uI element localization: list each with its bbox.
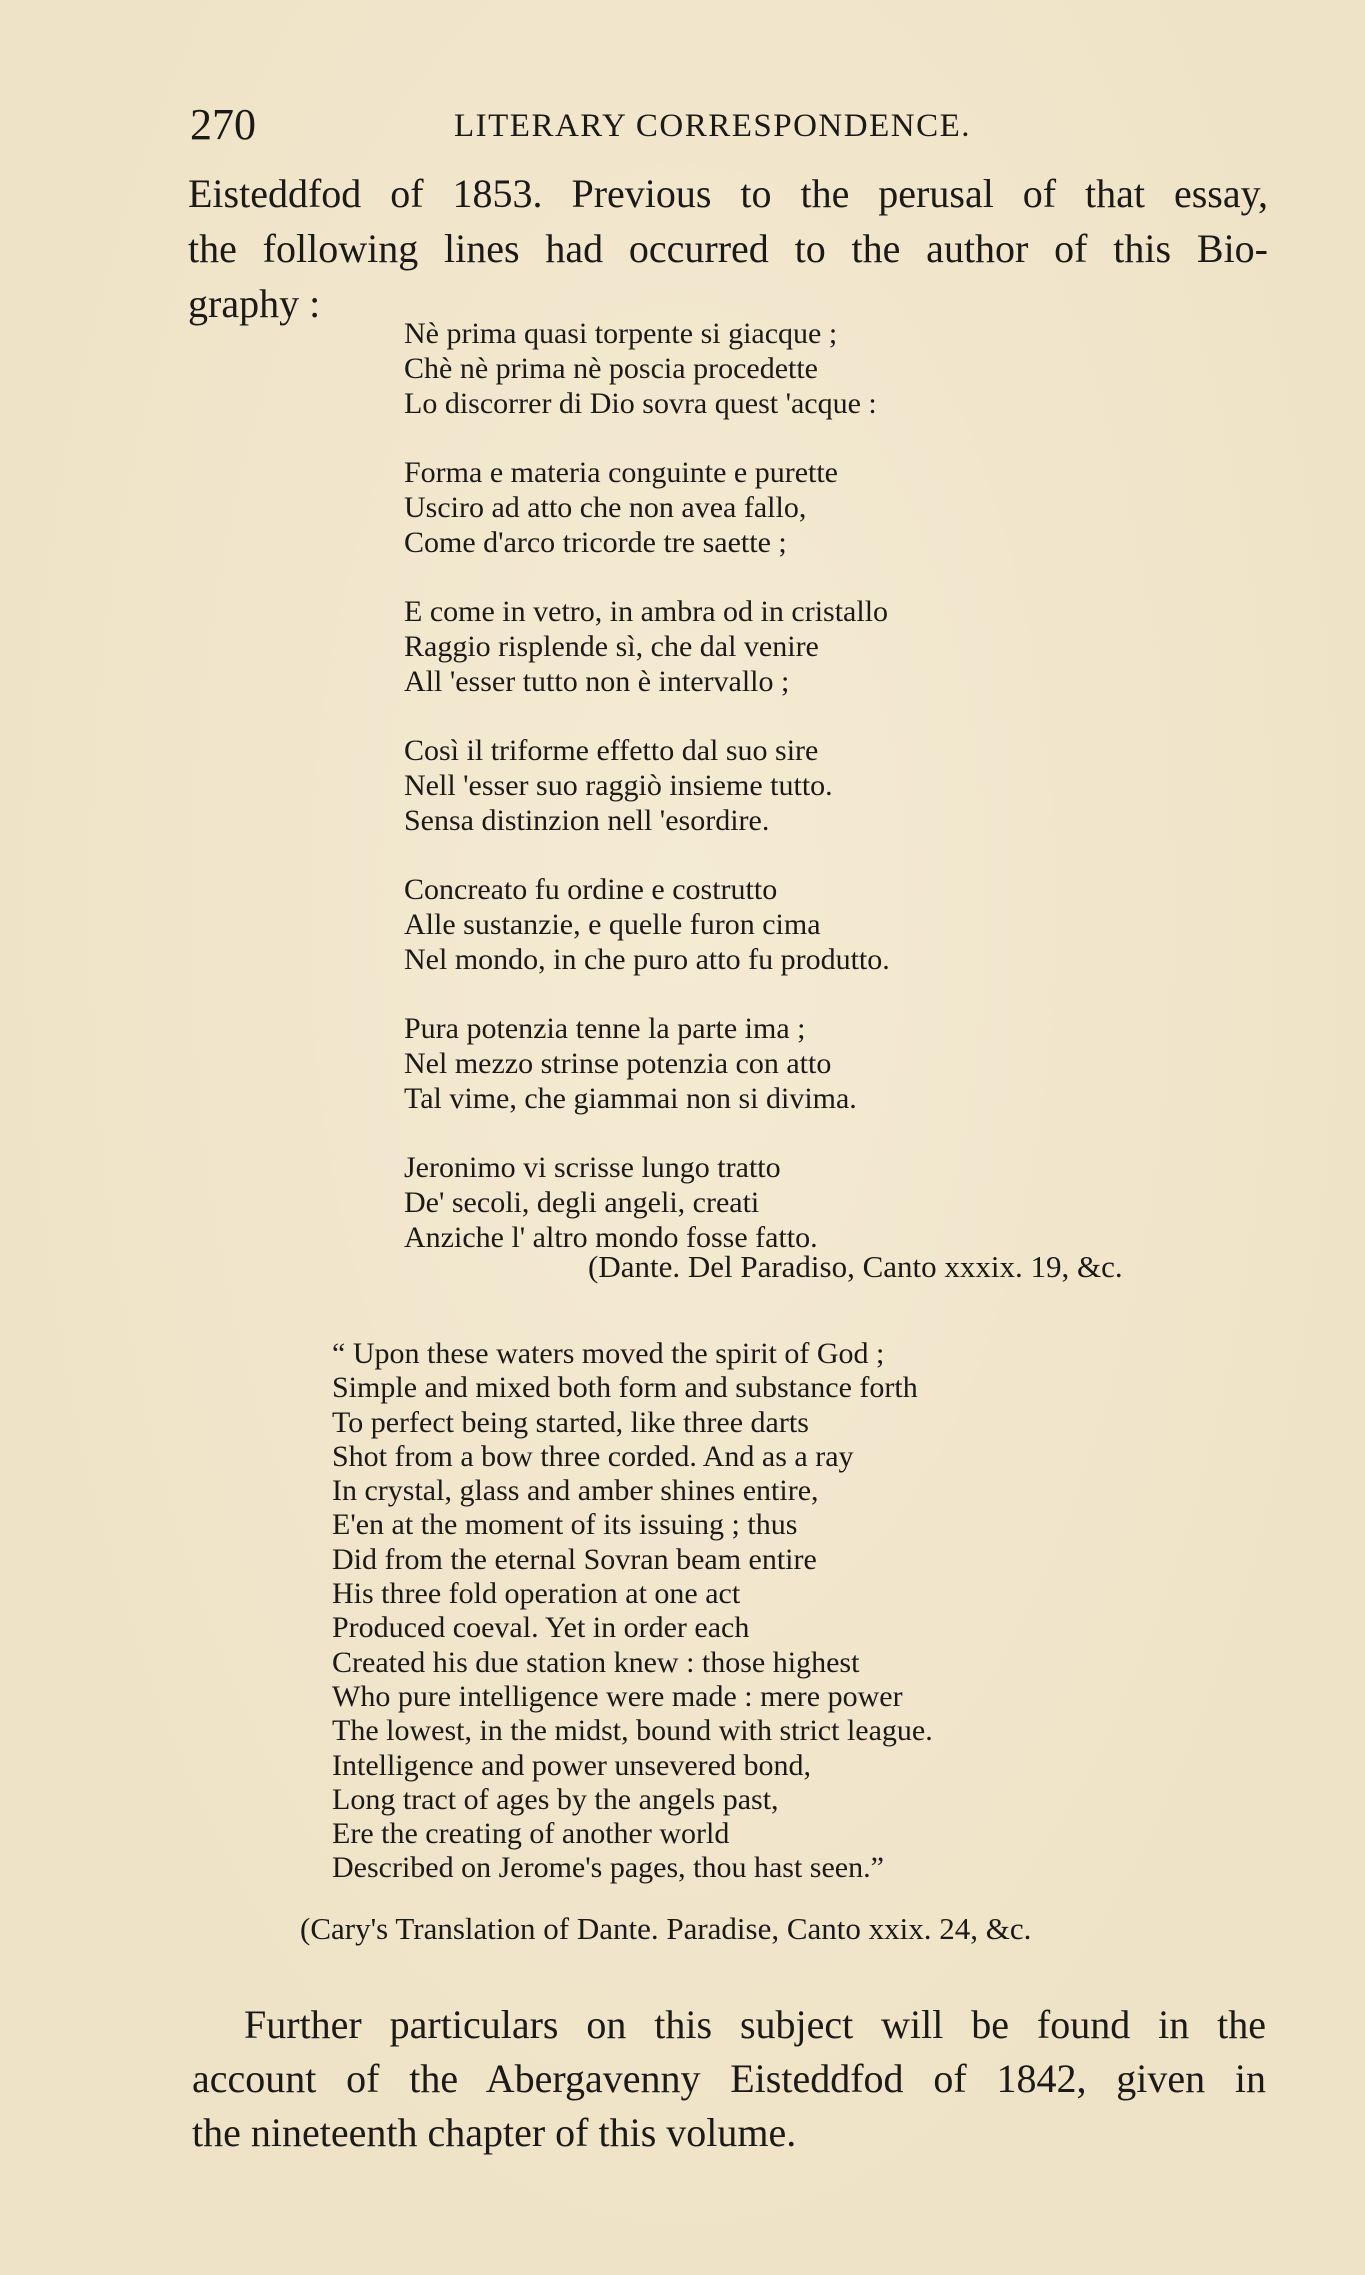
running-head: LITERARY CORRESPONDENCE. xyxy=(454,108,971,144)
translation-line: Intelligence and power unsevered bond, xyxy=(332,1748,811,1782)
translation-line: In crystal, glass and amber shines entire, xyxy=(332,1474,819,1508)
translation-line: Described on Jerome's pages, thou hast seen.” xyxy=(332,1851,884,1885)
poem-verse: Tal vime, che giammai non si divima. xyxy=(404,1082,857,1115)
poem-stanza xyxy=(404,733,1284,838)
poem-verse: Forma e materia conguinte e purette xyxy=(404,456,838,489)
translation-line: Created his due station knew : those highest xyxy=(332,1645,860,1679)
closing-paragraph xyxy=(192,1998,1266,2160)
poem-stanza xyxy=(404,316,1284,421)
closing-line: Further particulars on this subject will be found in the xyxy=(244,2002,1266,2047)
poem-verse: Raggio risplende sì, che dal venire xyxy=(404,630,819,663)
poem-verse: De' secoli, degli angeli, creati xyxy=(404,1186,760,1219)
page-header xyxy=(190,100,1250,150)
poem-stanza xyxy=(404,455,1284,560)
poem-verse: Così il triforme effetto dal suo sire xyxy=(404,734,819,767)
italian-poem xyxy=(404,316,1284,1261)
poem-verse: Jeronimo vi scrisse lungo tratto xyxy=(404,1151,781,1184)
english-translation xyxy=(332,1337,1232,1886)
page-number: 270 xyxy=(190,100,256,149)
poem-stanza xyxy=(404,1011,1284,1116)
translation-line: Ere the creating of another world xyxy=(332,1817,730,1851)
poem-verse: Pura potenzia tenne la parte ima ; xyxy=(404,1012,806,1045)
translation-line: Shot from a bow three corded. And as a ray xyxy=(332,1439,854,1473)
poem-verse: Nell 'esser suo raggiò insieme tutto. xyxy=(404,769,833,802)
poem-verse: Nel mezzo strinse potenzia con atto xyxy=(404,1047,832,1080)
poem-verse: All 'esser tutto non è intervallo ; xyxy=(404,665,790,698)
closing-line: account of the Abergavenny Eisteddfod of 1842, given in xyxy=(192,2056,1266,2101)
translation-line: Produced coeval. Yet in order each xyxy=(332,1611,750,1645)
poem-verse: Concreato fu ordine e costrutto xyxy=(404,873,778,906)
poem-stanza xyxy=(404,594,1284,699)
translation-line: Simple and mixed both form and substance forth xyxy=(332,1371,918,1405)
translation-line: His three fold operation at one act xyxy=(332,1577,741,1611)
poem-verse: Usciro ad atto che non avea fallo, xyxy=(404,491,807,524)
translation-line: Who pure intelligence were made : mere power xyxy=(332,1679,903,1713)
poem-verse: Nè prima quasi torpente si giacque ; xyxy=(404,317,838,350)
poem-verse: E come in vetro, in ambra od in cristallo xyxy=(404,595,889,628)
translation-line: The lowest, in the midst, bound with strict league. xyxy=(332,1714,933,1748)
italian-poem-citation: (Dante. Del Paradiso, Canto xxxix. 19, &c. xyxy=(588,1249,1123,1284)
poem-verse: Nel mondo, in che puro atto fu produtto. xyxy=(404,943,890,976)
translation-line: To perfect being started, like three darts xyxy=(332,1405,809,1439)
intro-line: graphy : xyxy=(188,281,321,326)
closing-line: the nineteenth chapter of this volume. xyxy=(192,2110,797,2155)
poem-verse: Alle sustanzie, e quelle furon cima xyxy=(404,908,821,941)
poem-verse: Chè nè prima nè poscia procedette xyxy=(404,352,818,385)
translation-line: “ Upon these waters moved the spirit of God ; xyxy=(332,1337,885,1370)
intro-line: the following lines had occurred to the author of this Bio- xyxy=(188,226,1268,271)
poem-stanza xyxy=(404,872,1284,977)
poem-verse: Lo discorrer di Dio sovra quest 'acque : xyxy=(404,387,877,420)
poem-verse: Sensa distinzion nell 'esordire. xyxy=(404,804,770,837)
translation-line: E'en at the moment of its issuing ; thus xyxy=(332,1508,798,1542)
translation-line: Did from the eternal Sovran beam entire xyxy=(332,1542,817,1576)
intro-paragraph xyxy=(188,166,1268,331)
poem-verse: Come d'arco tricorde tre saette ; xyxy=(404,526,787,559)
translation-citation: (Cary's Translation of Dante. Paradise, Canto xxix. 24, &c. xyxy=(300,1911,1032,1946)
poem-stanza xyxy=(404,1150,1284,1255)
poem-verse: Anziche l' altro mondo fosse fatto. xyxy=(404,1221,818,1254)
intro-line: Eisteddfod of 1853. Previous to the perusal of that essay, xyxy=(188,171,1268,216)
translation-line: Long tract of ages by the angels past, xyxy=(332,1782,779,1816)
